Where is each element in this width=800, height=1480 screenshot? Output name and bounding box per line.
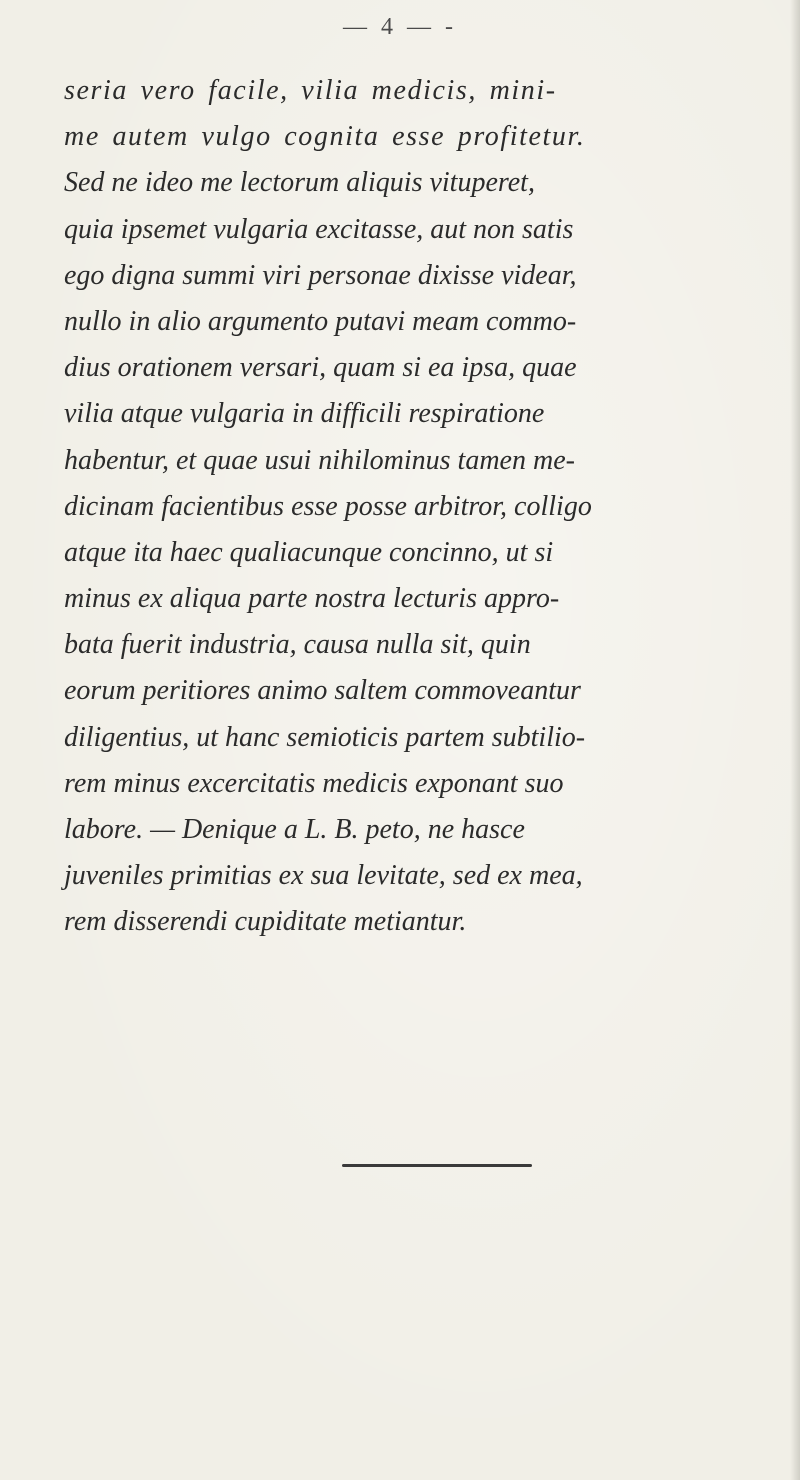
- text-line-9: habentur, et quae usui nihilominus tamen me-: [64, 444, 575, 476]
- body-text: [64, 68, 794, 946]
- text-line-16: rem minus excercitatis medicis exponant suo: [64, 767, 564, 799]
- text-line-1: seria vero facile, vilia medicis, mini-: [64, 75, 557, 106]
- text-line-7: dius orationem versari, quam si ea ipsa, quae: [64, 352, 577, 384]
- text-line-4: quia ipsemet vulgaria excitasse, aut non satis: [64, 213, 574, 245]
- text-line-17: labore. — Denique a L. B. peto, ne hasce: [64, 814, 525, 845]
- text-line-11: atque ita haec qualiacunque concinno, ut si: [64, 536, 554, 568]
- text-line-5: ego digna summi viri personae dixisse videar,: [64, 259, 577, 291]
- page-number: — 4 — -: [343, 14, 457, 40]
- text-line-12: minus ex aliqua parte nostra lecturis appro-: [64, 583, 560, 615]
- text-line-8: vilia atque vulgaria in difficili respiratione: [64, 398, 545, 430]
- text-line-13: bata fuerit industria, causa nulla sit, quin: [64, 629, 531, 661]
- section-divider-rule: [342, 1164, 532, 1167]
- text-line-15: diligentius, ut hanc semioticis partem subtilio-: [64, 721, 586, 753]
- text-line-19: rem disserendi cupiditate metiantur.: [64, 906, 467, 938]
- text-line-14: eorum peritiores animo saltem commoveantur: [64, 675, 581, 707]
- text-line-6: nullo in alio argumento putavi meam commo-: [64, 305, 577, 337]
- page-edge-shadow: [790, 0, 800, 1480]
- text-line-10: dicinam facientibus esse posse arbitror, colligo: [64, 490, 592, 522]
- text-line-3: Sed ne ideo me lectorum aliquis vituperet,: [64, 167, 535, 199]
- text-line-2: me autem vulgo cognita esse profitetur.: [64, 121, 586, 153]
- text-line-18: juveniles primitias ex sua levitate, sed ex mea,: [64, 860, 583, 892]
